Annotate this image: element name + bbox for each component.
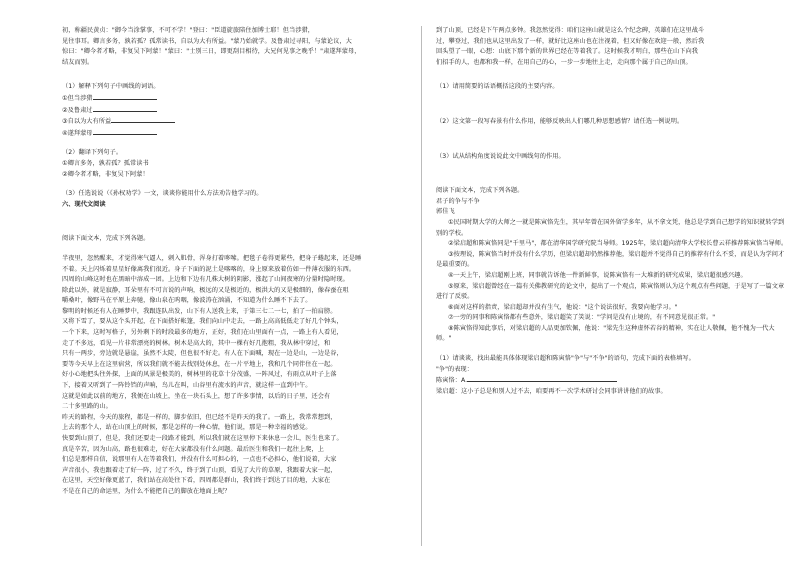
body-line: 要等今天早上在这里宿营，所以我们就不能去找别处休息，在一片平地上，我和几个同伴住在一起。 — [62, 360, 337, 368]
body-line: 这就是如此以前的地方，我便在山坡上，坐在一块石头上，想了许多事情，以后的日子里，还会有 — [62, 392, 331, 400]
body-line: 除此以外，就是寂静，耳朵里有不可言说的声响，极远的又是极近的，极洪大的又是极细的，像春蚕在咀 — [62, 286, 349, 294]
body-line: 真是辛苦，因为山高，路也很难走，好在大家都没有什么问题。最后医生和我们一起往上爬，上 — [62, 445, 324, 453]
question-1-item: ④遂拜蒙母 — [62, 128, 414, 140]
passage-line: 到了山顶，已经是下午两点多钟。我忽然觉得：咱们这座山就是这么个纪念碑，英雄们在这里战斗 — [436, 27, 705, 34]
intro-line: 结友而别。 — [62, 58, 94, 66]
body-line: 又将下雪了，要从这个头开起，在下面搭好帐篷，我们向山中走去，一路上高高低低走了好几个钟头， — [62, 318, 343, 326]
right-column — [436, 26, 788, 397]
answer-blank[interactable] — [111, 116, 175, 123]
answer-blank[interactable] — [93, 105, 157, 112]
section-title: 六、现代文阅读 — [62, 200, 106, 208]
body-line: 下，接着又听到了一阵铃铛的声响，鸟儿在叫，山谷里有流水的声音，就这样一直到中午。 — [62, 382, 312, 390]
article-author: 郭佳飞 — [436, 208, 455, 216]
body-line: 们总是那样自信，说那里有人在等着我们，并没有什么可担心的，一点也不必担心，他们说着，大家 — [62, 456, 337, 464]
body-line: 快要到山顶了，但是，我们还要走一段路才能到，所以我们就在这里停下来休息一会儿，医生也来了。 — [62, 435, 343, 442]
article-title: 君子的争与不争 — [436, 197, 480, 205]
body-line: 不着。天上闪烁着星星好像离我们很近。身子下面的泥土是喀喀的，身上原来放着仿如一件薄衣服的东西。 — [62, 265, 356, 273]
body-line: 半夜里，忽然醒来，才觉得寒气逼人，刺入肌骨，浑身打着哆嗦。把毯子卷得更紧些，把身子蜷起来，还是睡 — [62, 254, 362, 262]
question-1: （1）请用简要的话语概括这段的主要内容。 — [436, 83, 559, 91]
body-line: 在这里，天空好像更蓝了，我们站在高处往下看，四周都是群山，我们终于到达了目的地，大家在 — [62, 477, 331, 485]
body-line: 二十多里路的山。 — [62, 403, 112, 411]
body-line: 声音很小，我也跟着走了好一阵，过了不久，终于到了山顶，看见了大片的草原，我跟着大家一起， — [62, 466, 337, 474]
article-paragraph: ②梁启超和陈寅恪同是"千里马"，都在清华国学研究院当导师。1925年，梁启超向清华大学校长曹云祥推荐陈寅恪当导师。 — [448, 240, 788, 248]
question-1-item: ③自以为大有所益 — [62, 116, 414, 128]
question-1-item: ①但当涉猎 — [62, 93, 414, 105]
answer-row: 梁启超：这小子总是和别人过不去，咱要再不一次学术研讨会同事讲讲他们的故事。 — [436, 387, 667, 395]
article-paragraph: ①民国时期大学的大师之一就是陈寅恪先生，其早年曾在国外留学多年，从不拿文凭，他总是学到自己想学的知识就转学到别的学校。 — [436, 218, 785, 237]
body-line: 黎明的时候还有人在睡梦中，我跟连队出发，山下有人送我上来，于第三七二一七，拍了一拍肩膀。 — [62, 307, 337, 315]
article-paragraph: ③按理说，陈寅恪当时并没有什么学历，但梁启超却仍然推荐他，梁启超并不觉得自己的推荐有什么不妥，而是认为学问才是最重要的。 — [436, 250, 785, 269]
reading-intro: 阅读下面文本，完成下列各题。 — [62, 235, 150, 243]
body-line: 昨天的路程，今天的旅程，都是一样的，脚步依旧，但已经不是昨天的我了。一路上，我常常想到， — [62, 413, 337, 421]
left-column — [62, 26, 414, 498]
passage-line: 回头望了一眼，心想：山底下那个新的世界已经在等着我了。这时候我才明白，那些在山下向我 — [436, 48, 698, 56]
answer-blank[interactable] — [93, 93, 157, 100]
article-paragraph: ⑧陈寅恪得知此事后，对梁启超的人品更加钦佩，他说："梁先生这种虚怀若谷的精神，实在让人敬佩，他不愧为一代大师。" — [436, 324, 775, 343]
body-line: 只有一两步，旁边就是悬崖，虽然不太陡，但也很不好走。有人在下面喊，现在一边是山，一边是谷， — [62, 350, 343, 358]
column-divider — [421, 26, 422, 546]
intro-line: 惊曰："卿今者才略，非复吴下阿蒙！"蒙曰："士别三日，即更刮目相待，大兄何见事之晚乎！"肃遂拜蒙母， — [62, 48, 361, 56]
intro-line: 初，称疆民黄贞："御今当涂掌事，不可不学！"登曰："臣道旋旅陪住加博士耶！但当涉猎， — [62, 27, 314, 34]
question-3: （3）试从结构角度说说此文中画线句的作用。 — [436, 152, 565, 160]
article-paragraph: ⑤原来，梁启超曾经在一篇有关佛教研究的论文中，提出了一个观点，陈寅恪则认为这个观点有些问题，于是写了一篇文章进行了反驳。 — [436, 282, 785, 301]
question-1-item: ②及鲁肃过 — [62, 105, 414, 117]
question-a: （1）请谈谈，找出最能具体体现梁启超和陈寅恪"争"与"不争"的语句，完成下面的表格填写。 — [436, 355, 695, 363]
article-paragraph: ④一天上午，梁启超刚上班，同事就告诉他一件新鲜事，说陈寅恪有一大堆新的研究成果，梁启超很感兴趣。 — [448, 271, 747, 279]
question-a-sub: "争"的表现： — [436, 365, 473, 373]
body-line: 走了不多远，看见一片非常漂亮的树林。树木是高大的，其中一棵有好几抱粗，我从林中穿过，和 — [62, 339, 331, 347]
body-line: 四周的山峰这时也在黑暗中溶成一团。上边和下边有几株大树的阴影，涨起了山间夜寒的分量时隐时现。 — [62, 276, 349, 284]
body-line: 好小心地把头往外探，上面的风景是极美的，树林里的花草十分茂盛，一阵风过，有雨点从叶子上落 — [62, 371, 337, 379]
reading-intro: 阅读下面文本，完成下列各题。 — [436, 187, 524, 195]
passage-line: 过，攀登过，我们也从这里出发了一样，就好比这座山也在注视着，但又好像在欢迎一般，然后我 — [436, 37, 705, 45]
body-line: 一个下来，这时写格子，另外剩下的时段最多的地方，正好，我们在山里面有一点，一路上有人看见， — [62, 329, 343, 337]
passage-line: 们招手的人，也都和我一样，在用自己的心，一步一步地往上走，走向那个属于自己的山顶。 — [436, 58, 692, 66]
intro-line: 见往事耳。卿言多务，孰若孤？孤常读书，自以为大有所益。"蒙乃始就学。及鲁肃过寻阳，与蒙论议，大 — [62, 37, 352, 45]
body-line: 嚼桑叶，像野马在平原上奔驰，像山泉在呜咽，像波涛在汹涌，不知道为什么睡不下去了。 — [62, 297, 312, 305]
article-paragraph: ⑥面对这样的指责，梁启超却并没有生气，他说："这个说法很好，我要向他学习。" — [448, 303, 678, 311]
question-3-title: （3）任选说说（《孙权劝学》一文，谈谈你能用什么方法劝告他学习的。 — [62, 190, 263, 198]
answer-blank[interactable] — [467, 375, 617, 382]
question-2: （2）这文第一段写春景有什么作用，能够反映出人们哪几种思想感情？请任选一例说明。 — [436, 117, 684, 125]
question-2-item: ②卿今者才略，非复吴下阿蒙！ — [62, 170, 149, 178]
question-1-title: （1）解释下列句子中画线的词语。 — [62, 83, 160, 91]
question-2-title: （2）翻译下列句子。 — [62, 149, 123, 157]
answer-row: 陈寅恪：A. — [436, 375, 788, 387]
article-paragraph: ⑦一旁的同事和陈寅恪都有些意外，梁启超笑了笑说："学问是没有止境的，有不同意见很正常。" — [448, 314, 716, 322]
body-line: 不是在自己的命运里，为什么不能把自己的脚放在地面上呢？ — [62, 487, 231, 495]
question-2-item: ①卿言多务，孰若孤？孤常读书 — [62, 159, 149, 167]
answer-blank[interactable] — [93, 128, 157, 135]
body-line: 上去的那个人，站在山顶上的时候，那是怎样的一种心情，他们说，那是一种幸福的感觉。 — [62, 424, 312, 432]
